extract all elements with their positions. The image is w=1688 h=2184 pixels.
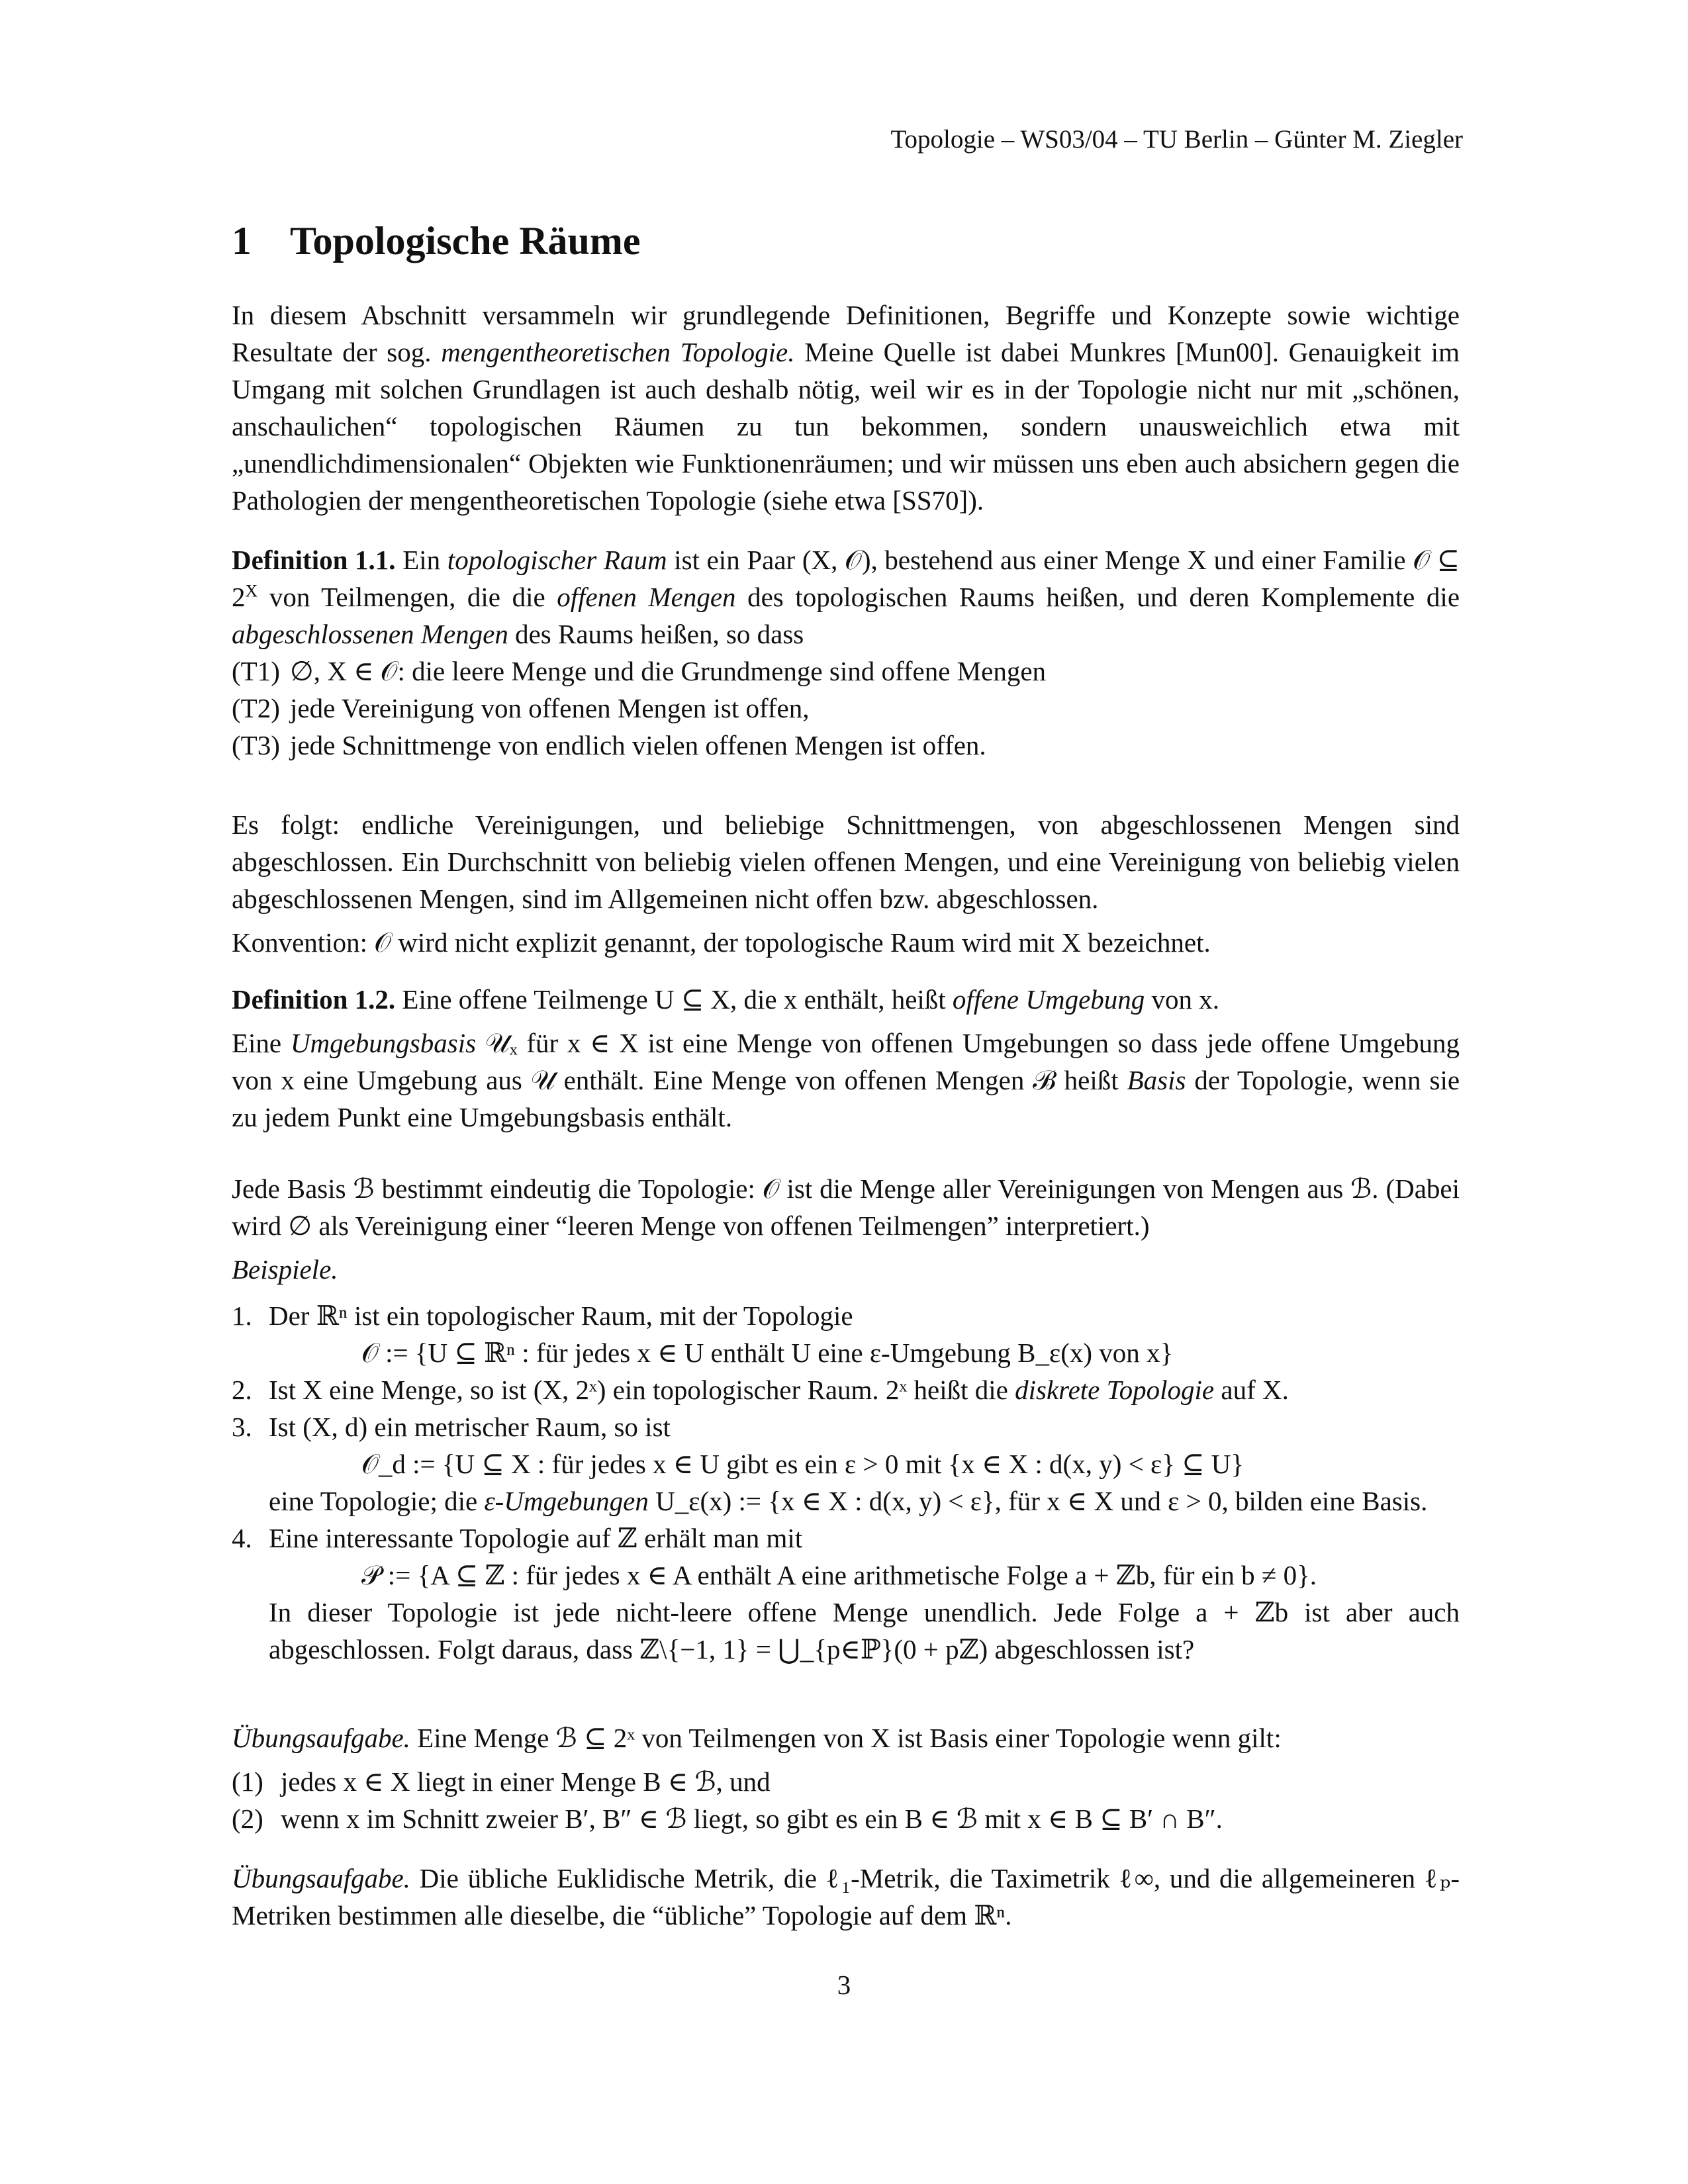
- exercise-item-label: (2): [232, 1803, 263, 1834]
- exercise-item-1: [232, 1763, 1460, 1800]
- def-text: ist ein Paar (X, 𝒪), bestehend aus einer Menge X und einer Familie 𝒪 ⊆ 2: [232, 545, 1460, 612]
- superscript: X: [245, 581, 258, 601]
- definition-label: Definition 1.1.: [232, 545, 396, 575]
- example-text: In dieser Topologie ist jede nicht-leere offene Menge unendlich. Jede Folge a + ℤb ist aber auch abgeschlossen. Folgt daraus, dass ℤ\{−1, 1} = ⋃_{p∈ℙ}(0 + pℤ) abgeschlossen ist?: [269, 1597, 1460, 1664]
- example-number: 1.: [232, 1300, 252, 1331]
- def-text: des Raums heißen, so dass: [515, 619, 804, 649]
- def-text: von x.: [1151, 984, 1220, 1015]
- def-text: der Topologie, wenn sie zu jedem Punkt eine Umgebungsbasis enthält.: [232, 1065, 1460, 1132]
- def-text: Ein: [402, 545, 441, 575]
- example-number: 4.: [232, 1523, 252, 1553]
- example-text: eine Topologie; die: [269, 1486, 478, 1516]
- intro-text-1: In diesem Abschnitt versammeln wir grundlegende Definitionen, Begriffe und Konzepte sowie wichtige Resultate der sog.: [232, 300, 1460, 367]
- followup-text: Es folgt: endliche Vereinigungen, und beliebige Schnittmengen, von abgeschlossenen Mengen sind abgeschlossen. Ein Durchschnitt von beliebig vielen offenen Mengen, und eine Vereinigung von beliebig vielen abgeschlossenen Mengen, sind im Allgemeinen nicht offen bzw. abgeschlossen.: [232, 809, 1460, 914]
- def-text: von Teilmengen, die die: [269, 582, 545, 612]
- display-formula: 𝒪 := {U ⊆ ℝⁿ : für jedes x ∈ U enthält U eine ε-Umgebung B_ε(x) von x}: [361, 1338, 1174, 1368]
- display-formula: 𝒪_d := {U ⊆ X : für jedes x ∈ U gibt es ein ε > 0 mit {x ∈ X : d(x, y) < ε} ⊆ U}: [361, 1449, 1244, 1479]
- axiom-t2: [232, 690, 1460, 727]
- running-header: Topologie – WS03/04 – TU Berlin – Günter M. Ziegler: [890, 125, 1463, 154]
- examples-list: [232, 1297, 1460, 1668]
- intro-emphasis: mengentheoretischen Topologie.: [441, 337, 795, 367]
- convention-text: Konvention: 𝒪 wird nicht explizit genannt, der topologische Raum wird mit X bezeichnet.: [232, 927, 1211, 958]
- basis-paragraph: [232, 1170, 1460, 1288]
- example-term: ε-Umgebungen: [484, 1486, 649, 1516]
- section-number: 1: [232, 219, 252, 263]
- def-term: Umgebungsbasis: [290, 1028, 477, 1058]
- basis-text: Jede Basis ℬ bestimmt eindeutig die Topologie: 𝒪 ist die Menge aller Vereinigungen von Mengen aus ℬ. (Dabei wird ∅ als Vereinigung einer “leeren Menge von offenen Teilmengen” interpretiert.): [232, 1173, 1460, 1241]
- exercise-text: Die übliche Euklidische Metrik, die ℓ₁-Metrik, die Taximetrik ℓ∞, und die allgemeineren ℓₚ-Metriken bestimmen alle dieselbe, die “übliche” Topologie auf dem ℝⁿ.: [232, 1863, 1460, 1931]
- def-term: topologischer Raum: [447, 545, 667, 575]
- def-text: des topologischen Raums heißen, und deren Komplemente die: [747, 582, 1460, 612]
- section-title: Topologische Räume: [290, 219, 641, 263]
- exercise-2: [232, 1860, 1460, 1934]
- def-text: 𝒰ₓ für x ∈ X ist eine Menge von offenen Umgebungen so dass jede offene Umgebung von x eine Umgebung aus 𝒰 enthält. Eine Menge von offenen Mengen ℬ heißt: [232, 1028, 1460, 1095]
- followup-paragraph: [232, 806, 1460, 961]
- example-term: diskrete Topologie: [1015, 1375, 1215, 1405]
- examples-title: Beispiele.: [232, 1254, 338, 1285]
- def-text: Eine offene Teilmenge U ⊆ X, die x enthält, heißt: [402, 984, 946, 1015]
- example-number: 3.: [232, 1412, 252, 1442]
- intro-paragraph: [232, 296, 1460, 519]
- definition-1-2: [232, 981, 1460, 1136]
- axiom-text: jede Vereinigung von offenen Mengen ist offen,: [290, 693, 810, 723]
- def-term: Basis: [1127, 1065, 1186, 1095]
- exercise-item-label: (1): [232, 1766, 263, 1797]
- display-formula: 𝒫 := {A ⊆ ℤ : für jedes x ∈ A enthält A eine arithmetische Folge a + ℤb, für ein b ≠ 0}.: [361, 1560, 1317, 1590]
- exercise-item-text: wenn x im Schnitt zweier B′, B″ ∈ ℬ liegt, so gibt es ein B ∈ ℬ mit x ∈ B ⊆ B′ ∩ B″.: [281, 1803, 1223, 1834]
- example-text: Eine interessante Topologie auf ℤ erhält man mit: [269, 1523, 803, 1553]
- example-3: [232, 1408, 1460, 1520]
- exercise-1: [232, 1719, 1460, 1837]
- definition-label: Definition 1.2.: [232, 984, 396, 1015]
- exercise-label: Übungsaufgabe.: [232, 1863, 410, 1893]
- example-2: [232, 1371, 1460, 1408]
- example-text: Der ℝⁿ ist ein topologischer Raum, mit der Topologie: [269, 1300, 853, 1331]
- axiom-t1: [232, 653, 1460, 690]
- section-heading: [232, 218, 641, 264]
- exercise-label: Übungsaufgabe.: [232, 1723, 410, 1753]
- example-number: 2.: [232, 1375, 252, 1405]
- example-1: [232, 1297, 1460, 1371]
- axiom-label: (T2): [232, 693, 280, 723]
- exercise-item-text: jedes x ∈ X liegt in einer Menge B ∈ ℬ, und: [281, 1766, 771, 1797]
- axiom-text: ∅, X ∈ 𝒪: die leere Menge und die Grundmenge sind offene Mengen: [290, 656, 1047, 686]
- page-number: 3: [837, 1970, 851, 2000]
- def-term: offene Umgebung: [952, 984, 1145, 1015]
- example-4: [232, 1520, 1460, 1668]
- axiom-text: jede Schnittmenge von endlich vielen offenen Mengen ist offen.: [290, 730, 986, 760]
- example-text: auf X.: [1221, 1375, 1289, 1405]
- def-term: abgeschlossenen Mengen: [232, 619, 508, 649]
- example-text: U_ε(x) := {x ∈ X : d(x, y) < ε}, für x ∈ X und ε > 0, bilden eine Basis.: [655, 1486, 1428, 1516]
- axiom-label: (T1): [232, 656, 280, 686]
- def-text: Eine: [232, 1028, 282, 1058]
- example-text: Ist (X, d) ein metrischer Raum, so ist: [269, 1412, 671, 1442]
- axiom-t3: [232, 727, 1460, 764]
- definition-1-1: [232, 541, 1460, 764]
- intro-text-2: Meine Quelle ist dabei Munkres [Mun00]. Genauigkeit im Umgang mit solchen Grundlagen ist auch deshalb nötig, weil wir es in der Topologie nicht nur mit „schönen, anschaulichen“ topologischen Räumen zu tun bekommen, sondern unausweichlich etwa mit „unendlichdimensionalen“ Objekten wie Funktionenräumen; und wir müssen uns eben auch absichern gegen die Pathologien der mengentheoretischen Topologie (siehe etwa [SS70]).: [232, 337, 1460, 516]
- def-term: offenen Mengen: [557, 582, 736, 612]
- exercise-item-2: [232, 1800, 1460, 1837]
- axiom-label: (T3): [232, 730, 280, 760]
- example-text: Ist X eine Menge, so ist (X, 2ˣ) ein topologischer Raum. 2ˣ heißt die: [269, 1375, 1008, 1405]
- exercise-text: Eine Menge ℬ ⊆ 2ˣ von Teilmengen von X ist Basis einer Topologie wenn gilt:: [417, 1723, 1282, 1753]
